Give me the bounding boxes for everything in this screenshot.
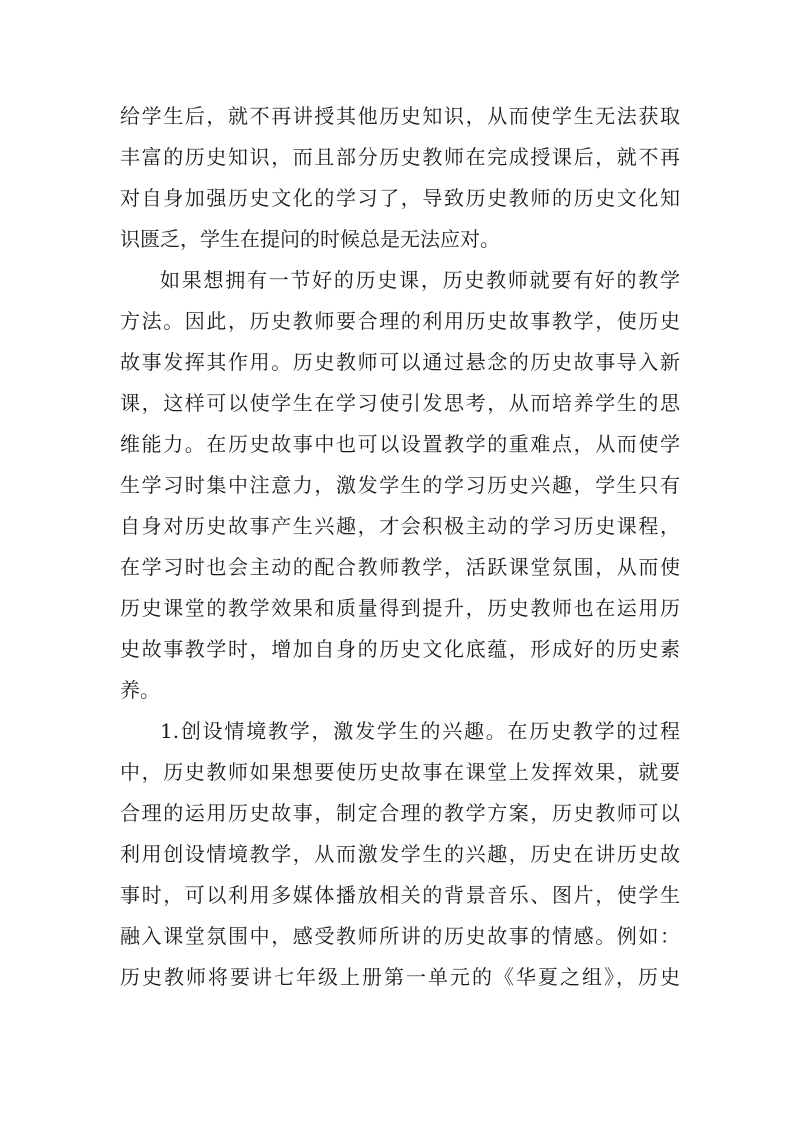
text-line: 维能力。在历史故事中也可以设置教学的重难点，从而使学 xyxy=(120,432,680,456)
text-line: 给学生后，就不再讲授其他历史知识，从而使学生无法获取 xyxy=(120,104,680,128)
text-line: 事时，可以利用多媒体播放相关的背景音乐、图片，使学生 xyxy=(120,883,680,907)
text-line: 故事发挥其作用。历史教师可以通过悬念的历史故事导入新 xyxy=(120,350,680,374)
paragraph-start-line: 1.创设情境教学，激发学生的兴趣。在历史教学的过程 xyxy=(160,719,680,743)
text-line: 历史课堂的教学效果和质量得到提升，历史教师也在运用历 xyxy=(120,596,680,620)
text-line: 利用创设情境教学，从而激发学生的兴趣，历史在讲历史故 xyxy=(120,842,680,866)
text-line: 方法。因此，历史教师要合理的利用历史故事教学，使历史 xyxy=(120,309,680,333)
body-text xyxy=(120,96,680,998)
text-line: 识匮乏，学生在提问的时候总是无法应对。 xyxy=(120,227,500,251)
text-line: 对自身加强历史文化的学习了，导致历史教师的历史文化知 xyxy=(120,186,680,210)
text-line: 丰富的历史知识，而且部分历史教师在完成授课后，就不再 xyxy=(120,145,680,169)
paragraph-start-line: 如果想拥有一节好的历史课，历史教师就要有好的教学 xyxy=(160,268,680,292)
text-line: 融入课堂氛围中，感受教师所讲的历史故事的情感。例如： xyxy=(120,924,680,948)
text-line: 自身对历史故事产生兴趣，才会积极主动的学习历史课程， xyxy=(120,514,680,538)
text-line: 中，历史教师如果想要使历史故事在课堂上发挥效果，就要 xyxy=(120,760,680,784)
text-line: 史故事教学时，增加自身的历史文化底蕴，形成好的历史素 xyxy=(120,637,680,661)
text-line: 在学习时也会主动的配合教师教学，活跃课堂氛围，从而使 xyxy=(120,555,680,579)
text-line: 养。 xyxy=(120,678,160,702)
text-line: 合理的运用历史故事，制定合理的教学方案，历史教师可以 xyxy=(120,801,680,825)
text-line: 历史教师将要讲七年级上册第一单元的《华夏之组》，历史 xyxy=(120,965,680,989)
text-line: 课，这样可以使学生在学习使引发思考，从而培养学生的思 xyxy=(120,391,680,415)
text-line: 生学习时集中注意力，激发学生的学习历史兴趣，学生只有 xyxy=(120,473,680,497)
